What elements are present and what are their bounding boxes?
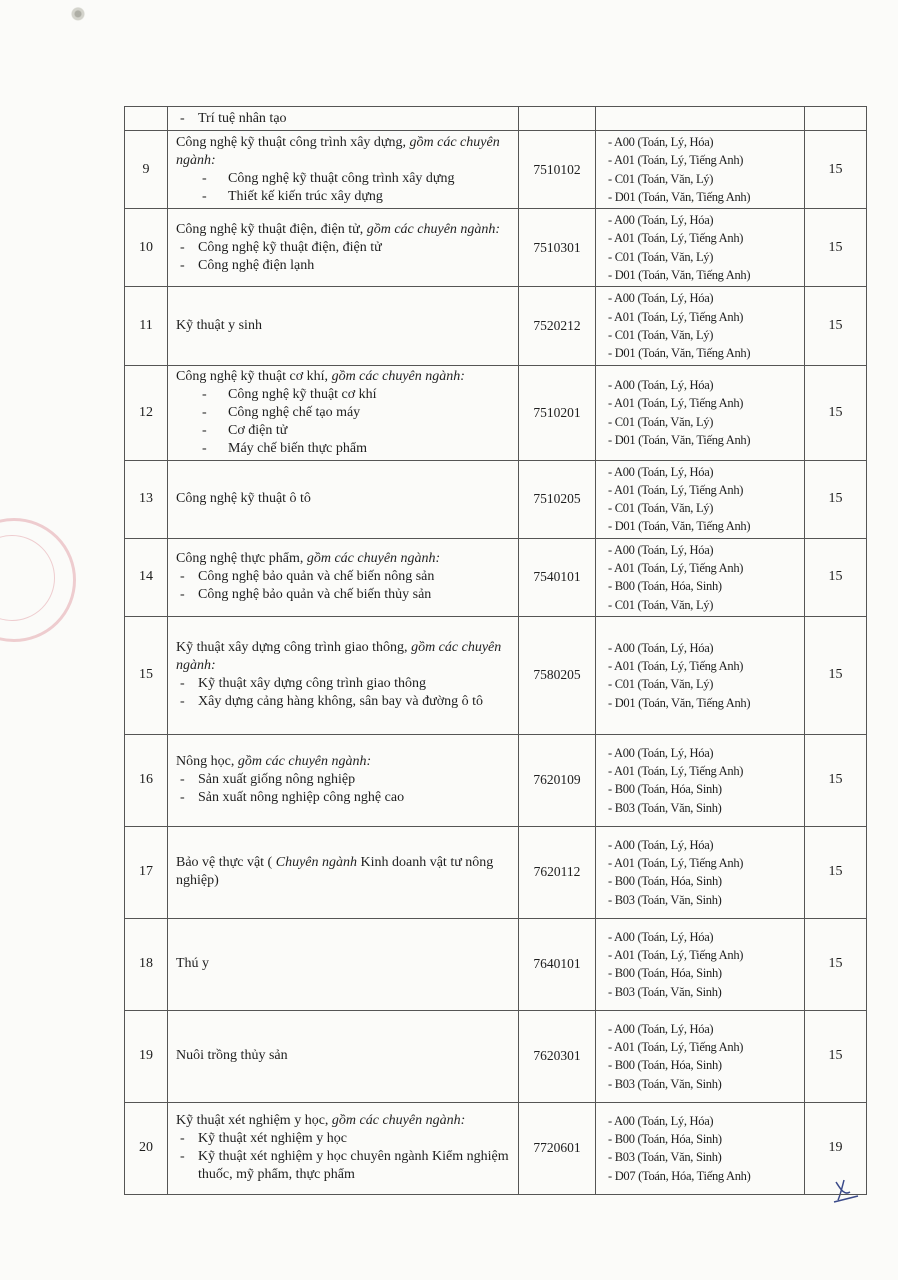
specialization-item: - Công nghệ bảo quản và chế biến nông sản <box>176 568 510 586</box>
major-title-italic: gồm các chuyên ngành: <box>237 754 372 770</box>
major-code: 7580205 <box>519 616 596 734</box>
subject-combination: - C01 (Toán, Văn, Lý) <box>608 596 804 614</box>
major-code: 7640101 <box>519 918 596 1010</box>
major-title-text: Kỹ thuật y sinh <box>176 317 262 333</box>
major-title <box>176 368 510 386</box>
subject-combination: - B03 (Toán, Văn, Sinh) <box>608 1148 804 1166</box>
table-row <box>125 365 867 460</box>
subject-combinations-cell <box>596 1010 805 1102</box>
subject-combination: - B00 (Toán, Hóa, Sinh) <box>608 577 804 595</box>
specialization-item: - Cơ điện tử <box>176 422 510 440</box>
minimum-score: 15 <box>805 131 867 209</box>
table-row <box>125 460 867 538</box>
minimum-score: 15 <box>805 616 867 734</box>
subject-combinations-cell <box>596 826 805 918</box>
table-row <box>125 1010 867 1102</box>
subject-combinations-cell <box>596 365 805 460</box>
major-title-text: Thú y <box>176 956 210 972</box>
subject-combination: - A00 (Toán, Lý, Hóa) <box>608 133 804 151</box>
major-title-italic: gồm các chuyên ngành: <box>331 1113 466 1129</box>
subject-combinations-cell <box>596 107 805 131</box>
major-title-text: Nuôi trồng thủy sản <box>176 1048 288 1064</box>
major-title <box>176 854 510 890</box>
major-name-cell <box>168 918 519 1010</box>
specialization-item: - Kỹ thuật xét nghiệm y học <box>176 1130 510 1148</box>
major-title <box>176 134 510 170</box>
major-title-text: Công nghệ kỹ thuật ô tô <box>176 491 311 507</box>
subject-combination: - A00 (Toán, Lý, Hóa) <box>608 211 804 229</box>
row-number: 18 <box>125 918 168 1010</box>
specialization-item: - Kỹ thuật xét nghiệm y học chuyên ngành Kiểm nghiệm thuốc, mỹ phẩm, thực phẩm <box>176 1148 510 1184</box>
subject-combinations-cell <box>596 287 805 365</box>
subject-combination: - D01 (Toán, Văn, Tiếng Anh) <box>608 344 804 362</box>
major-title <box>176 317 510 335</box>
major-code: 7720601 <box>519 1102 596 1194</box>
table-row <box>125 538 867 616</box>
subject-combination: - D07 (Toán, Hóa, Tiếng Anh) <box>608 1167 804 1185</box>
major-title <box>176 639 510 675</box>
subject-combinations-cell <box>596 209 805 287</box>
specialization-item: - Công nghệ kỹ thuật điện, điện tử <box>176 239 510 257</box>
table-row <box>125 107 867 131</box>
subject-combination: - B00 (Toán, Hóa, Sinh) <box>608 964 804 982</box>
subject-combination: - A01 (Toán, Lý, Tiếng Anh) <box>608 481 804 499</box>
subject-combination: - D01 (Toán, Văn, Tiếng Anh) <box>608 517 804 535</box>
major-name-cell <box>168 734 519 826</box>
subject-combination: - C01 (Toán, Văn, Lý) <box>608 499 804 517</box>
specialization-item: - Công nghệ bảo quản và chế biến thủy sản <box>176 586 510 604</box>
major-code: 7620109 <box>519 734 596 826</box>
subject-combination: - B03 (Toán, Văn, Sinh) <box>608 891 804 909</box>
major-code: 7510205 <box>519 460 596 538</box>
subject-combination: - A01 (Toán, Lý, Tiếng Anh) <box>608 1038 804 1056</box>
major-title-text: Công nghệ kỹ thuật điện, điện tử, <box>176 221 364 237</box>
subject-combination: - A00 (Toán, Lý, Hóa) <box>608 1112 804 1130</box>
row-number: 19 <box>125 1010 168 1102</box>
subject-combination: - A00 (Toán, Lý, Hóa) <box>608 928 804 946</box>
major-title <box>176 753 510 771</box>
subject-combination: - B00 (Toán, Hóa, Sinh) <box>608 872 804 890</box>
minimum-score: 15 <box>805 1010 867 1102</box>
official-stamp <box>0 518 76 642</box>
table-row <box>125 826 867 918</box>
page-corner-mark <box>70 4 86 26</box>
subject-combination: - B03 (Toán, Văn, Sinh) <box>608 799 804 817</box>
subject-combination: - C01 (Toán, Văn, Lý) <box>608 413 804 431</box>
table-row <box>125 734 867 826</box>
major-code: 7520212 <box>519 287 596 365</box>
major-title-italic: gồm các chuyên ngành: <box>176 640 502 674</box>
subject-combination: - A01 (Toán, Lý, Tiếng Anh) <box>608 854 804 872</box>
minimum-score: 15 <box>805 460 867 538</box>
row-number: 9 <box>125 131 168 209</box>
major-name-cell <box>168 616 519 734</box>
subject-combination: - B00 (Toán, Hóa, Sinh) <box>608 1130 804 1148</box>
major-name-cell <box>168 365 519 460</box>
major-title <box>176 490 510 508</box>
minimum-score: 19 <box>805 1102 867 1194</box>
subject-combinations-cell <box>596 131 805 209</box>
subject-combination: - A01 (Toán, Lý, Tiếng Anh) <box>608 657 804 675</box>
subject-combinations-cell <box>596 734 805 826</box>
major-title-italic: gồm các chuyên ngành: <box>306 551 441 567</box>
minimum-score: 15 <box>805 538 867 616</box>
admission-table <box>124 106 867 1195</box>
major-code: 7510201 <box>519 365 596 460</box>
specialization-item: - Thiết kế kiến trúc xây dựng <box>176 188 510 206</box>
major-name-cell <box>168 287 519 365</box>
specialization-item: - Trí tuệ nhân tạo <box>176 110 510 128</box>
major-name-cell <box>168 1010 519 1102</box>
subject-combination: - A01 (Toán, Lý, Tiếng Anh) <box>608 394 804 412</box>
specialization-item: - Kỹ thuật xây dựng công trình giao thông <box>176 675 510 693</box>
major-title-text: Kỹ thuật xét nghiệm y học, <box>176 1113 329 1129</box>
minimum-score: 15 <box>805 918 867 1010</box>
subject-combination: - B03 (Toán, Văn, Sinh) <box>608 1075 804 1093</box>
major-name-cell <box>168 538 519 616</box>
subject-combination: - A01 (Toán, Lý, Tiếng Anh) <box>608 308 804 326</box>
minimum-score: 15 <box>805 287 867 365</box>
major-name-cell <box>168 1102 519 1194</box>
subject-combination: - B00 (Toán, Hóa, Sinh) <box>608 780 804 798</box>
specialization-item: - Máy chế biến thực phẩm <box>176 440 510 458</box>
major-title <box>176 1047 510 1065</box>
major-name-cell <box>168 826 519 918</box>
subject-combinations-cell <box>596 538 805 616</box>
specialization-item: - Sản xuất giống nông nghiệp <box>176 771 510 789</box>
major-title-text: Kỹ thuật xây dựng công trình giao thông, <box>176 640 408 656</box>
major-title-text: Công nghệ kỹ thuật cơ khí, <box>176 368 329 384</box>
subject-combination: - A01 (Toán, Lý, Tiếng Anh) <box>608 559 804 577</box>
major-title-text: Nông học, <box>176 754 235 770</box>
major-title-italic: gồm các chuyên ngành: <box>366 221 501 237</box>
row-number: 16 <box>125 734 168 826</box>
subject-combination: - D01 (Toán, Văn, Tiếng Anh) <box>608 694 804 712</box>
subject-combinations-cell <box>596 1102 805 1194</box>
subject-combination: - A00 (Toán, Lý, Hóa) <box>608 463 804 481</box>
table-row <box>125 1102 867 1194</box>
minimum-score <box>805 107 867 131</box>
row-number: 11 <box>125 287 168 365</box>
subject-combination: - A01 (Toán, Lý, Tiếng Anh) <box>608 229 804 247</box>
specialization-item: - Công nghệ kỹ thuật công trình xây dựng <box>176 170 510 188</box>
subject-combination: - C01 (Toán, Văn, Lý) <box>608 170 804 188</box>
subject-combination: - A01 (Toán, Lý, Tiếng Anh) <box>608 762 804 780</box>
major-code: 7510301 <box>519 209 596 287</box>
row-number: 13 <box>125 460 168 538</box>
major-code: 7620112 <box>519 826 596 918</box>
major-title <box>176 221 510 239</box>
subject-combination: - A00 (Toán, Lý, Hóa) <box>608 376 804 394</box>
major-title-italic: gồm các chuyên ngành: <box>331 368 465 384</box>
subject-combination: - C01 (Toán, Văn, Lý) <box>608 248 804 266</box>
subject-combinations-cell <box>596 918 805 1010</box>
table-row <box>125 616 867 734</box>
subject-combination: - C01 (Toán, Văn, Lý) <box>608 326 804 344</box>
subject-combination: - B00 (Toán, Hóa, Sinh) <box>608 1056 804 1074</box>
specialization-item: - Công nghệ kỹ thuật cơ khí <box>176 386 510 404</box>
major-name-cell <box>168 107 519 131</box>
minimum-score: 15 <box>805 734 867 826</box>
specialization-item: - Sản xuất nông nghiệp công nghệ cao <box>176 789 510 807</box>
subject-combinations-cell <box>596 460 805 538</box>
table-row <box>125 209 867 287</box>
table-row <box>125 918 867 1010</box>
major-code: 7620301 <box>519 1010 596 1102</box>
major-code <box>519 107 596 131</box>
subject-combination: - A00 (Toán, Lý, Hóa) <box>608 639 804 657</box>
major-title <box>176 955 510 973</box>
major-title-tail: Kinh doanh vật tư nông nghiệp) <box>176 855 494 889</box>
specialization-item: - Công nghệ điện lạnh <box>176 257 510 275</box>
row-number: 10 <box>125 209 168 287</box>
subject-combination: - B03 (Toán, Văn, Sinh) <box>608 983 804 1001</box>
minimum-score: 15 <box>805 826 867 918</box>
subject-combination: - D01 (Toán, Văn, Tiếng Anh) <box>608 266 804 284</box>
minimum-score: 15 <box>805 365 867 460</box>
specialization-item: - Xây dựng cảng hàng không, sân bay và đường ô tô <box>176 693 510 711</box>
subject-combination: - D01 (Toán, Văn, Tiếng Anh) <box>608 188 804 206</box>
subject-combination: - D01 (Toán, Văn, Tiếng Anh) <box>608 431 804 449</box>
major-name-cell <box>168 131 519 209</box>
major-code: 7540101 <box>519 538 596 616</box>
major-title-italic: Chuyên ngành <box>275 855 357 871</box>
row-number: 12 <box>125 365 168 460</box>
row-number: 20 <box>125 1102 168 1194</box>
subject-combination: - A01 (Toán, Lý, Tiếng Anh) <box>608 151 804 169</box>
major-name-cell <box>168 460 519 538</box>
major-title <box>176 1112 510 1130</box>
major-name-cell <box>168 209 519 287</box>
major-title-text: Công nghệ thực phẩm, <box>176 551 304 567</box>
minimum-score: 15 <box>805 209 867 287</box>
row-number: 15 <box>125 616 168 734</box>
major-code: 7510102 <box>519 131 596 209</box>
subject-combination: - A00 (Toán, Lý, Hóa) <box>608 1020 804 1038</box>
subject-combination: - A00 (Toán, Lý, Hóa) <box>608 836 804 854</box>
major-title <box>176 550 510 568</box>
specialization-item: - Công nghệ chế tạo máy <box>176 404 510 422</box>
major-title-text: Công nghệ kỹ thuật công trình xây dựng, <box>176 134 407 150</box>
subject-combinations-cell <box>596 616 805 734</box>
major-title-text: Bảo vệ thực vật ( <box>176 855 273 871</box>
subject-combination: - C01 (Toán, Văn, Lý) <box>608 675 804 693</box>
row-number: 17 <box>125 826 168 918</box>
subject-combination: - A01 (Toán, Lý, Tiếng Anh) <box>608 946 804 964</box>
major-title-italic: gồm các chuyên ngành: <box>176 134 500 168</box>
table-row <box>125 131 867 209</box>
table-row <box>125 287 867 365</box>
row-number <box>125 107 168 131</box>
subject-combination: - A00 (Toán, Lý, Hóa) <box>608 541 804 559</box>
subject-combination: - A00 (Toán, Lý, Hóa) <box>608 744 804 762</box>
row-number: 14 <box>125 538 168 616</box>
subject-combination: - A00 (Toán, Lý, Hóa) <box>608 289 804 307</box>
